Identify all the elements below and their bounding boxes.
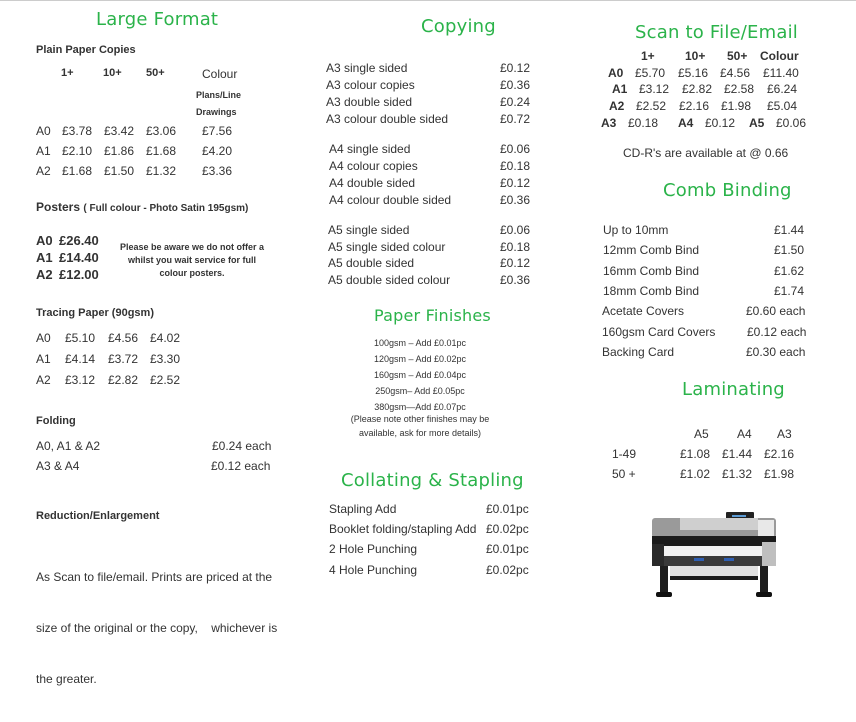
cell-text: Acetate Covers: [602, 304, 685, 318]
reduction-heading: Reduction/Enlargement: [36, 510, 160, 522]
cell-text: 18mm Comb Bind: [603, 284, 700, 298]
cell-text: 16mm Comb Bind: [603, 264, 700, 278]
cell-text: £3.78: [62, 124, 93, 138]
cell-text: Up to 10mm: [603, 223, 669, 237]
cell-text: £0.02pc: [486, 563, 529, 577]
section-title-scan: Scan to File/Email: [635, 22, 798, 43]
cell-text: £3.30: [150, 352, 181, 366]
cell-text: A4 double sided: [329, 176, 416, 190]
cell-text: A2: [36, 164, 51, 178]
cell-text: A0: [36, 124, 51, 138]
cell-text: Booklet folding/stapling Add: [329, 522, 477, 536]
cell-text: A4 colour double sided: [329, 193, 452, 207]
cell-text: £5.16: [678, 66, 709, 80]
col-a3: A3: [777, 427, 792, 441]
cell-text: £26.40: [59, 233, 99, 248]
col-colour: Colour: [760, 49, 799, 63]
section-title-paper-finishes: Paper Finishes: [374, 306, 491, 325]
cell-text: £5.70: [635, 66, 666, 80]
cell-text: A5 double sided: [328, 256, 415, 270]
cell-text: A4 colour copies: [329, 159, 418, 173]
cell-text: Stapling Add: [329, 502, 397, 516]
cell-text: £6.24: [767, 82, 798, 96]
cell-text: £5.04: [767, 99, 798, 113]
cell-text: £0.01pc: [486, 502, 529, 516]
cell-text: 2 Hole Punching: [329, 542, 418, 556]
cell-text: £2.52: [150, 373, 181, 387]
cell-text: £0.18: [628, 116, 659, 130]
col-1plus: 1+: [641, 49, 655, 63]
cell-text: £0.12: [500, 256, 531, 270]
cell-text: A3 double sided: [326, 95, 413, 109]
list-item: 100gsm – Add £0.01pc: [373, 338, 467, 348]
list-item: 120gsm – Add £0.02pc: [373, 354, 467, 364]
cell-text: £0.24: [500, 95, 531, 109]
cell-text: £3.42: [104, 124, 135, 138]
cell-text: A1: [36, 144, 51, 158]
cell-text: £4.20: [202, 144, 233, 158]
list-item: 250gsm– Add £0.05pc: [375, 386, 465, 396]
cell-text: A4 single sided: [329, 142, 411, 156]
cell-text: £3.36: [202, 164, 233, 178]
cell-text: A1: [36, 352, 51, 366]
cell-text: £7.56: [202, 124, 233, 138]
cell-text: A3: [601, 116, 617, 130]
cell-text: £0.18: [500, 240, 531, 254]
cell-text: A5: [749, 116, 765, 130]
paper-finishes-note: [320, 412, 520, 440]
cell-text: £3.12: [639, 82, 670, 96]
col-50plus: 50+: [727, 49, 748, 63]
colour-note-2: Drawings: [196, 107, 237, 117]
cell-text: available, ask for more details): [358, 428, 482, 438]
cell-text: the greater.: [36, 672, 97, 686]
paper-finishes-list: [320, 335, 520, 415]
cell-text: £1.68: [146, 144, 177, 158]
cell-text: £1.86: [104, 144, 135, 158]
cell-text: £2.52: [636, 99, 667, 113]
cell-text: Backing Card: [602, 345, 675, 359]
list-item: 160gsm – Add £0.04pc: [373, 370, 467, 380]
cell-text: whilst you wait service for full: [127, 255, 257, 265]
top-divider: [0, 0, 856, 1]
col-1plus: 1+: [61, 67, 74, 79]
col-colour: Colour: [202, 67, 238, 81]
cell-text: A3 single sided: [326, 61, 408, 75]
section-title-copying: Copying: [421, 16, 496, 37]
wide-format-printer-icon: [650, 508, 780, 600]
section-title-collating: Collating & Stapling: [341, 470, 524, 491]
posters-subheading: ( Full colour - Photo Satin 195gsm): [83, 203, 249, 214]
cell-text: A0: [608, 66, 624, 80]
cell-text: £1.50: [774, 243, 805, 257]
list-item: 380gsm—Add £0.07pc: [374, 402, 466, 412]
cell-text: 12mm Comb Bind: [603, 243, 700, 257]
cell-text: size of the original or the copy, whichever is: [36, 621, 278, 635]
cell-text: £5.10: [65, 331, 96, 345]
cell-text: £1.74: [774, 284, 805, 298]
cell-text: A5 single sided colour: [328, 240, 446, 254]
cell-text: £1.32: [722, 467, 753, 481]
cell-text: £1.02: [680, 467, 711, 481]
cell-text: £0.36: [500, 193, 531, 207]
cell-text: £0.12: [705, 116, 736, 130]
cell-text: £11.40: [763, 66, 799, 80]
cell-text: £0.12: [500, 176, 531, 190]
cell-text: A2: [36, 267, 53, 282]
cell-text: £0.12 each: [211, 459, 271, 473]
cell-text: 50 +: [612, 467, 636, 481]
cell-text: £3.12: [65, 373, 96, 387]
cell-text: A3 colour copies: [326, 78, 415, 92]
cell-text: A0: [36, 331, 51, 345]
cell-text: (Please note other finishes may be: [350, 414, 490, 424]
section-title-comb-binding: Comb Binding: [663, 180, 792, 201]
cell-text: £2.16: [764, 447, 795, 461]
reduction-description: [36, 535, 277, 722]
folding-heading: Folding: [36, 415, 76, 427]
cell-text: £4.56: [108, 331, 139, 345]
tracing-heading: Tracing Paper (90gsm): [36, 307, 154, 319]
cell-text: £1.44: [774, 223, 805, 237]
cell-text: £14.40: [59, 250, 99, 265]
cell-text: £0.06: [500, 223, 531, 237]
cell-text: £1.98: [721, 99, 752, 113]
section-title-laminating: Laminating: [682, 379, 785, 400]
cell-text: £0.12: [500, 61, 531, 75]
cell-text: A3 & A4: [36, 459, 80, 473]
cell-text: A0, A1 & A2: [36, 439, 101, 453]
cell-text: A2: [609, 99, 625, 113]
cell-text: £1.98: [764, 467, 795, 481]
cell-text: £0.36: [500, 273, 531, 287]
cell-text: £0.06: [500, 142, 531, 156]
cell-text: £2.10: [62, 144, 93, 158]
cell-text: 160gsm Card Covers: [602, 325, 716, 339]
col-50plus: 50+: [146, 67, 165, 79]
cell-text: £1.50: [104, 164, 135, 178]
cell-text: A3 colour double sided: [326, 112, 449, 126]
cell-text: As Scan to file/email. Prints are priced at the: [36, 570, 273, 584]
cell-text: £0.72: [500, 112, 531, 126]
cell-text: £4.14: [65, 352, 96, 366]
cell-text: £0.06: [776, 116, 807, 130]
posters-heading: Posters: [36, 200, 81, 214]
cell-text: £2.82: [108, 373, 139, 387]
col-a5: A5: [694, 427, 709, 441]
cell-text: £1.44: [722, 447, 753, 461]
posters-heading-line: [36, 200, 248, 214]
cell-text: £0.30 each: [746, 345, 806, 359]
cell-text: £2.82: [682, 82, 713, 96]
col-10plus: 10+: [103, 67, 122, 79]
cell-text: £3.72: [108, 352, 139, 366]
cell-text: A0: [36, 233, 53, 248]
cell-text: £1.32: [146, 164, 177, 178]
cell-text: Please be aware we do not offer a: [119, 242, 265, 252]
cell-text: A5 single sided: [328, 223, 410, 237]
cell-text: £3.06: [146, 124, 177, 138]
cell-text: £1.62: [774, 264, 805, 278]
cell-text: £2.16: [679, 99, 710, 113]
cell-text: £1.08: [680, 447, 711, 461]
col-10plus: 10+: [685, 49, 706, 63]
cell-text: £1.68: [62, 164, 93, 178]
cell-text: £0.18: [500, 159, 531, 173]
cell-text: A4: [678, 116, 694, 130]
section-title-large-format: Large Format: [96, 9, 219, 30]
cell-text: £0.60 each: [746, 304, 806, 318]
cell-text: 1-49: [612, 447, 637, 461]
cell-text: £2.58: [724, 82, 755, 96]
plain-paper-heading: Plain Paper Copies: [36, 44, 136, 56]
cell-text: colour posters.: [159, 268, 225, 278]
cell-text: A1: [36, 250, 53, 265]
cell-text: A5 double sided colour: [328, 273, 451, 287]
posters-notice: [112, 241, 272, 280]
cell-text: £12.00: [59, 267, 99, 282]
colour-note-1: Plans/Line: [196, 90, 242, 100]
cdr-note: CD-R's are available at @ 0.66: [623, 146, 789, 160]
col-a4: A4: [737, 427, 752, 441]
cell-text: £0.24 each: [212, 439, 272, 453]
cell-text: £4.56: [720, 66, 751, 80]
cell-text: £0.12 each: [747, 325, 807, 339]
cell-text: £0.01pc: [486, 542, 529, 556]
cell-text: £0.02pc: [486, 522, 529, 536]
cell-text: £0.36: [500, 78, 531, 92]
cell-text: A2: [36, 373, 51, 387]
cell-text: A1: [612, 82, 628, 96]
cell-text: £4.02: [150, 331, 181, 345]
cell-text: 4 Hole Punching: [329, 563, 418, 577]
